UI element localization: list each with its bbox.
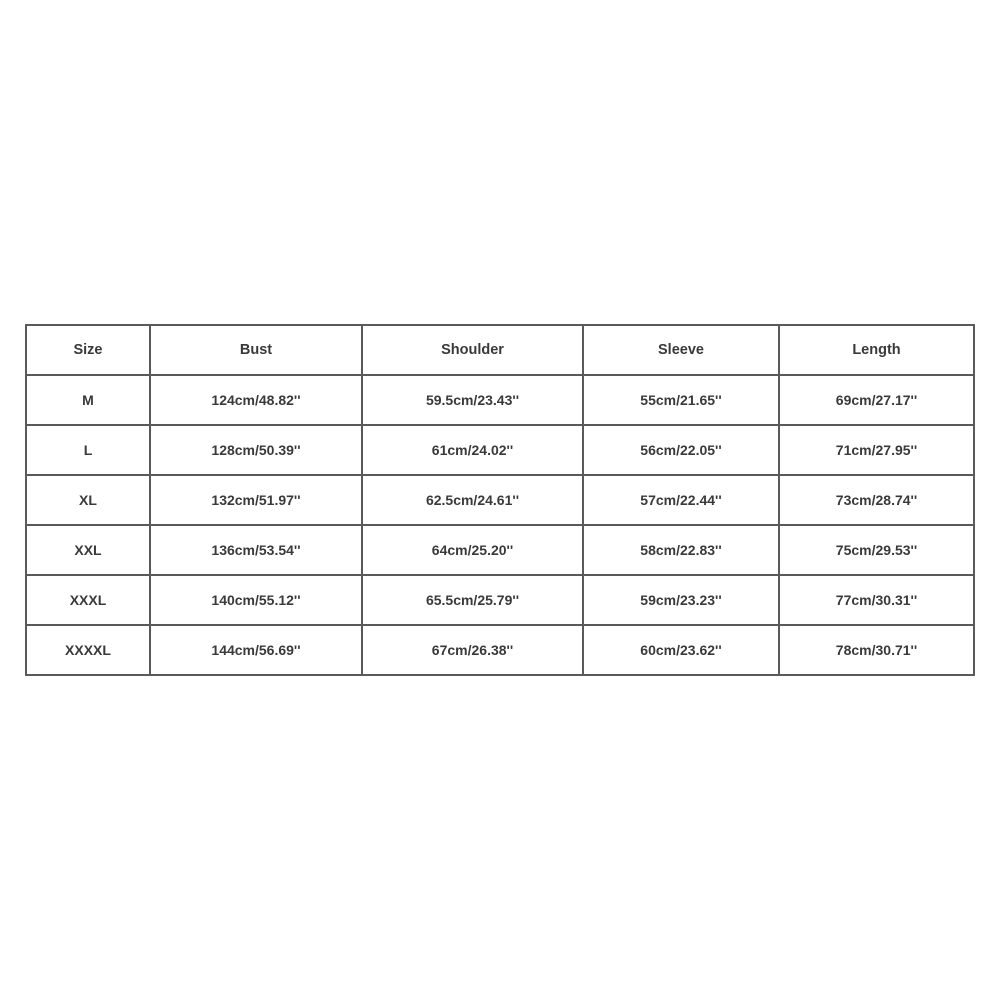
table-row — [26, 475, 974, 525]
cell-bust: 128cm/50.39'' — [150, 425, 362, 475]
cell-shoulder: 64cm/25.20'' — [362, 525, 583, 575]
header-shoulder: Shoulder — [362, 325, 583, 375]
cell-bust: 140cm/55.12'' — [150, 575, 362, 625]
cell-sleeve: 57cm/22.44'' — [583, 475, 779, 525]
header-size: Size — [26, 325, 150, 375]
cell-sleeve: 58cm/22.83'' — [583, 525, 779, 575]
table-header-row — [26, 325, 974, 375]
header-sleeve: Sleeve — [583, 325, 779, 375]
cell-length: 73cm/28.74'' — [779, 475, 974, 525]
cell-shoulder: 65.5cm/25.79'' — [362, 575, 583, 625]
cell-shoulder: 62.5cm/24.61'' — [362, 475, 583, 525]
cell-sleeve: 59cm/23.23'' — [583, 575, 779, 625]
cell-length: 69cm/27.17'' — [779, 375, 974, 425]
cell-length: 71cm/27.95'' — [779, 425, 974, 475]
cell-size: XXXXL — [26, 625, 150, 675]
table-row — [26, 525, 974, 575]
cell-bust: 132cm/51.97'' — [150, 475, 362, 525]
cell-bust: 124cm/48.82'' — [150, 375, 362, 425]
cell-sleeve: 56cm/22.05'' — [583, 425, 779, 475]
header-bust: Bust — [150, 325, 362, 375]
cell-size: L — [26, 425, 150, 475]
cell-size: XXL — [26, 525, 150, 575]
cell-size: M — [26, 375, 150, 425]
cell-shoulder: 59.5cm/23.43'' — [362, 375, 583, 425]
size-chart-table — [25, 324, 975, 676]
cell-sleeve: 60cm/23.62'' — [583, 625, 779, 675]
header-length: Length — [779, 325, 974, 375]
cell-shoulder: 61cm/24.02'' — [362, 425, 583, 475]
cell-sleeve: 55cm/21.65'' — [583, 375, 779, 425]
cell-bust: 144cm/56.69'' — [150, 625, 362, 675]
cell-size: XL — [26, 475, 150, 525]
cell-length: 77cm/30.31'' — [779, 575, 974, 625]
cell-shoulder: 67cm/26.38'' — [362, 625, 583, 675]
cell-length: 75cm/29.53'' — [779, 525, 974, 575]
cell-bust: 136cm/53.54'' — [150, 525, 362, 575]
table-row — [26, 625, 974, 675]
table-row — [26, 375, 974, 425]
cell-length: 78cm/30.71'' — [779, 625, 974, 675]
table-row — [26, 575, 974, 625]
table-row — [26, 425, 974, 475]
cell-size: XXXL — [26, 575, 150, 625]
